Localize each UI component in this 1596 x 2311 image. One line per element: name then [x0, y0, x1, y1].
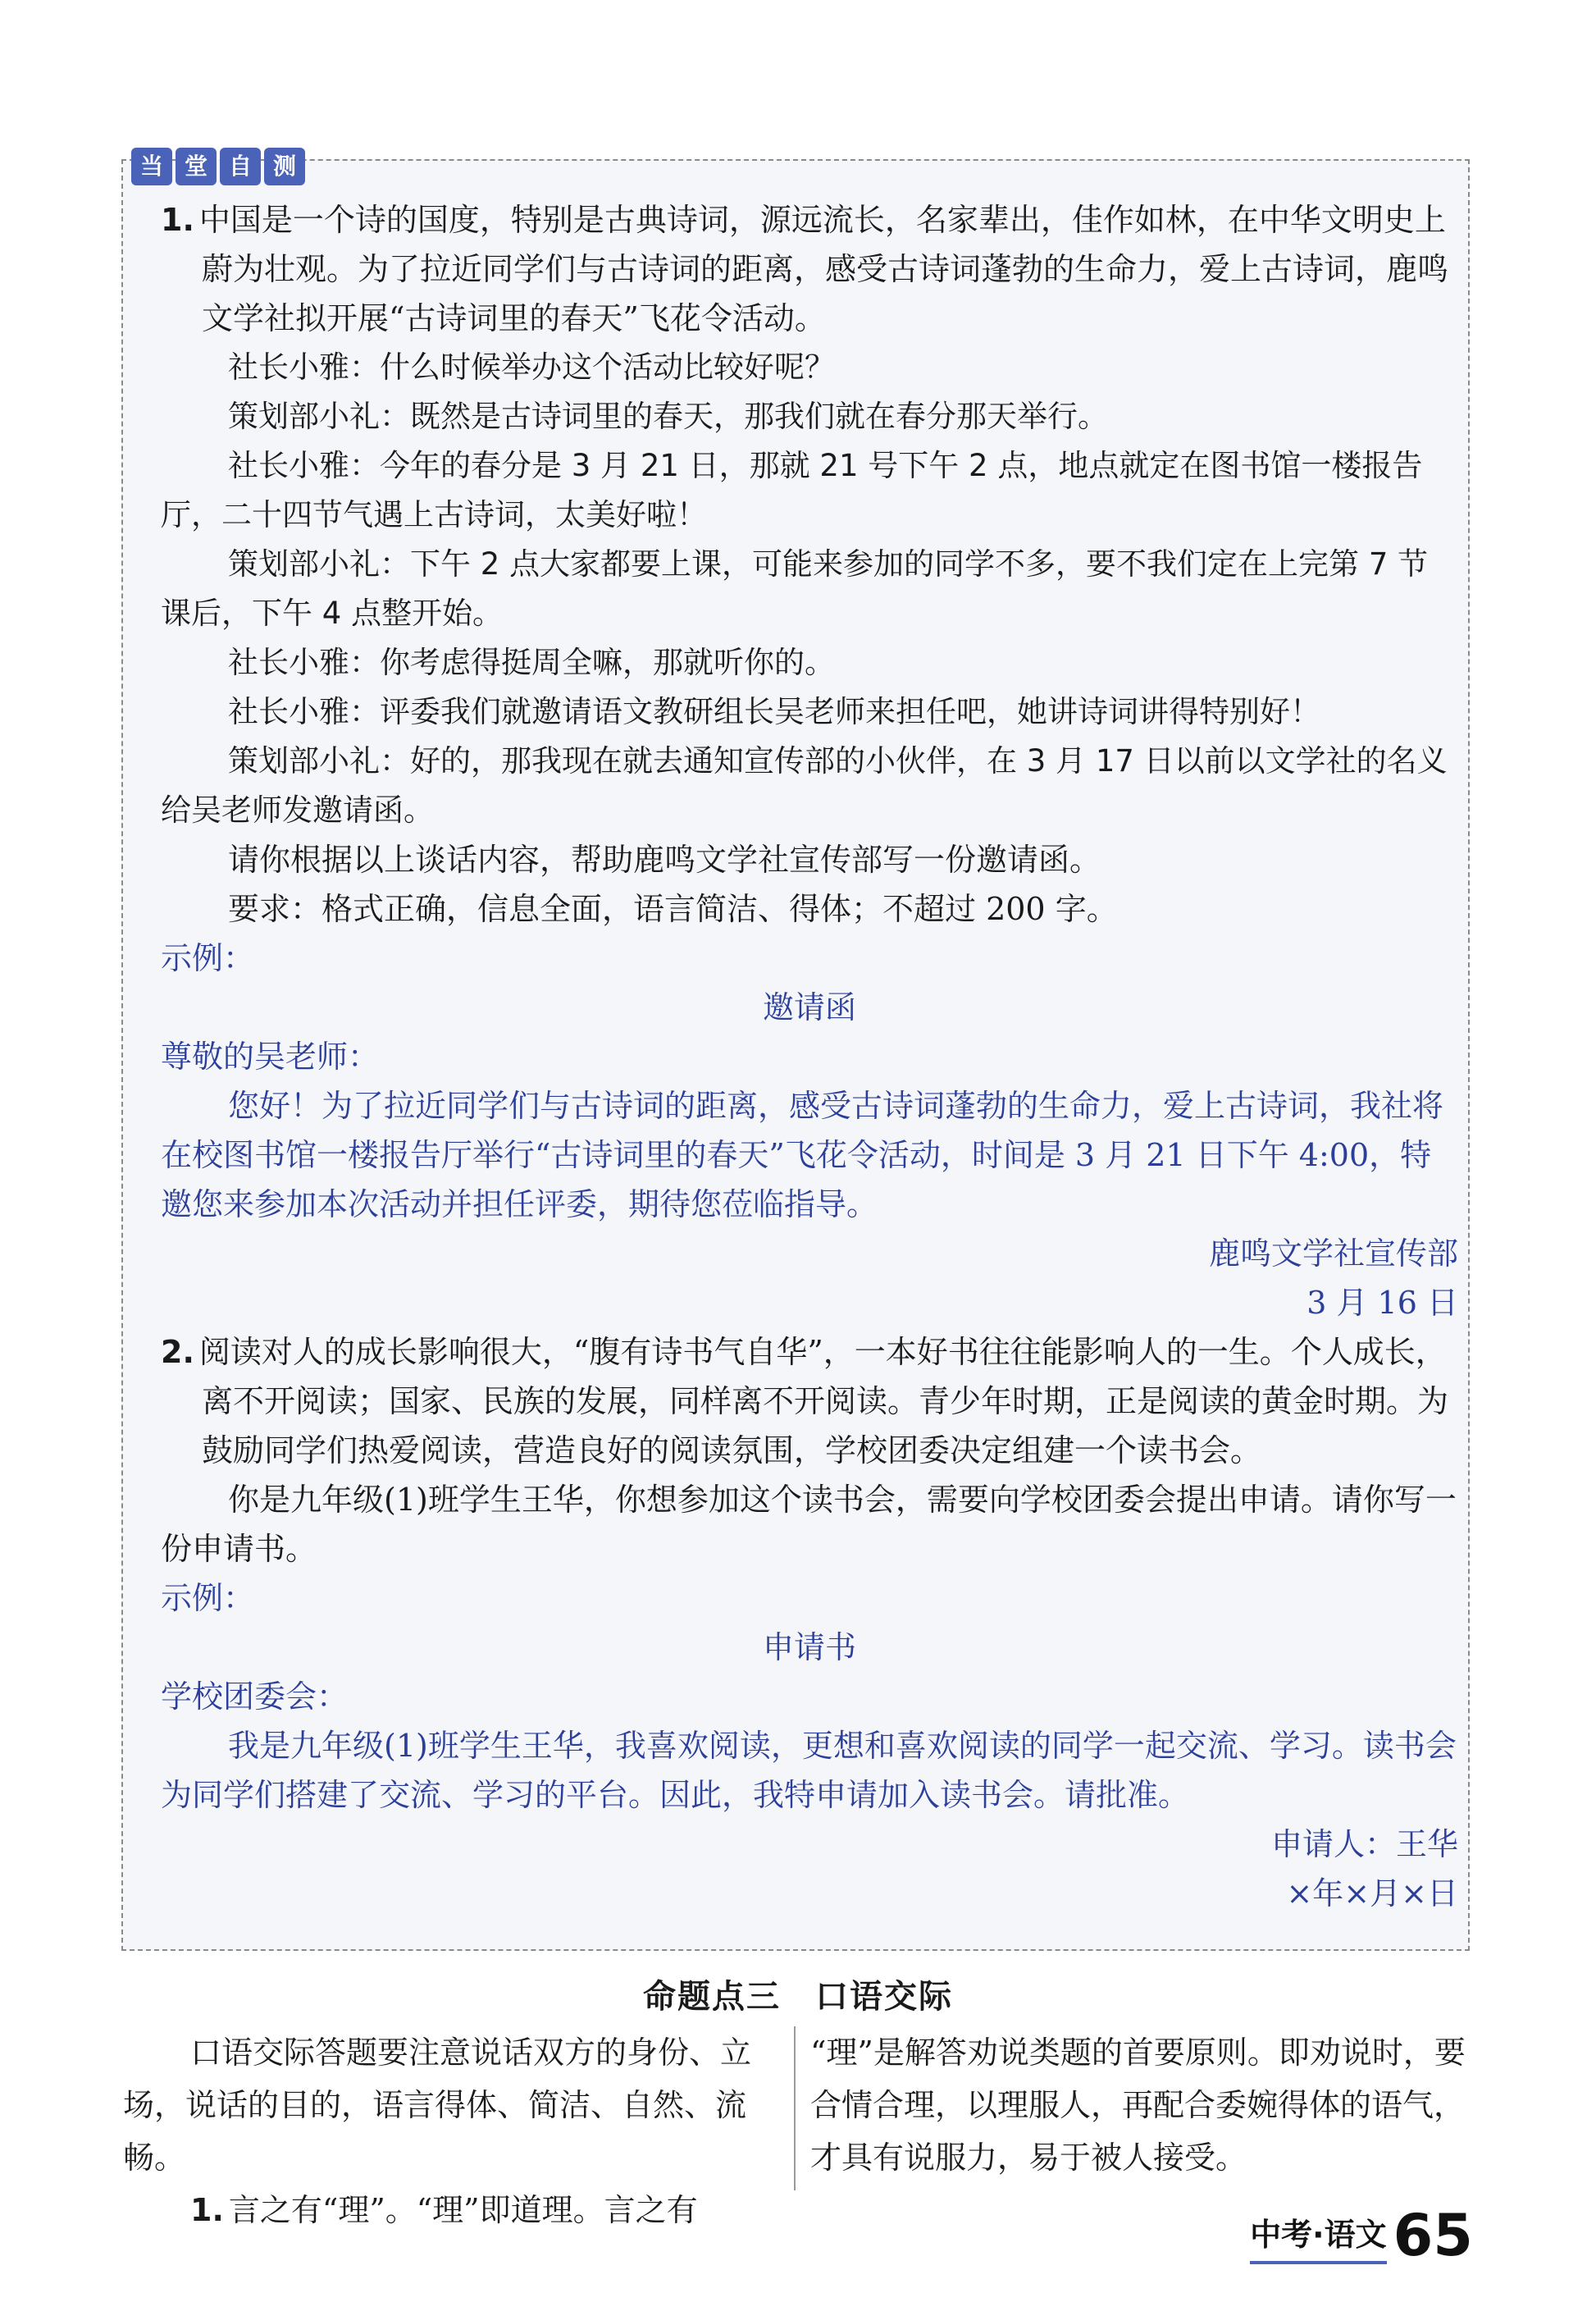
dialogue-line: 社长小雅：什么时候举办这个活动比较好呢？	[228, 349, 835, 385]
q1-requirement: 要求：格式正确，信息全面，语言简洁、得体；不超过 200 字。	[228, 891, 1118, 927]
q1-number: 1.	[161, 202, 194, 238]
section-title: 命题点三 口语交际	[643, 1978, 953, 2016]
q2-example-label: 示例：	[161, 1580, 255, 1616]
q1-intro-text: 中国是一个诗的国度，特别是古典诗词，源远流长，名家辈出，佳作如林，在中华文明史上蔚为壮观。为了拉近同学们与古诗词的距离，感受古诗词蓬勃的生命力，爱上古诗词，鹿鸣文学社拟开展“古诗词里的春天”飞花令活动。	[198, 202, 1449, 336]
left-item-number: 1.	[190, 2192, 224, 2228]
q2-answer-salutation: 学校团委会：	[161, 1678, 349, 1715]
questions	[161, 195, 1458, 1918]
q2-answer-body: 我是九年级(1)班学生王华，我喜欢阅读，更想和喜欢阅读的同学一起交流、学习。读书会为同学们搭建了交流、学习的平台。因此，我特申请加入读书会。请批准。	[161, 1728, 1457, 1813]
q1-answer-salutation: 尊敬的吴老师：	[161, 1039, 380, 1075]
q1-answer-date: 3 月 16 日	[1306, 1285, 1458, 1321]
left-item	[123, 2184, 776, 2236]
section-tag-char: 测	[264, 148, 305, 185]
footer-label: 中考·语文	[1250, 2209, 1386, 2264]
left-para: 口语交际答题要注意说话双方的身份、立场，说话的目的，语言得体、简洁、自然、流畅。	[123, 2035, 752, 2176]
page-footer	[1250, 2202, 1473, 2269]
q1-answer-title: 邀请函	[762, 989, 856, 1025]
section-tag-char: 当	[131, 148, 172, 185]
q2-answer-date: ×年×月×日	[1286, 1875, 1458, 1911]
dialogue-line: 社长小雅：你考虑得挺周全嘛，那就听你的。	[228, 645, 835, 680]
column-divider	[794, 2026, 796, 2190]
right-para: “理”是解答劝说类题的首要原则。即劝说时，要合情合理，以理服人，再配合委婉得体的语气，才具有说服力，易于被人接受。	[810, 2035, 1466, 2176]
dialogue-line: 策划部小礼：下午 2 点大家都要上课，可能来参加的同学不多，要不我们定在上完第 7 节课后，下午 4 点整开始。	[161, 546, 1429, 631]
section-tag-char: 堂	[176, 148, 217, 185]
q2-answer-title: 申请书	[762, 1629, 856, 1665]
q1-answer-body: 您好！为了拉近同学们与古诗词的距离，感受古诗词蓬勃的生命力，爱上古诗词，我社将在校图书馆一楼报告厅举行“古诗词里的春天”飞花令活动，时间是 3 月 21 日下午 4:00，特邀您来参加本次活动并担任评委，期待您莅临指导。	[161, 1088, 1444, 1222]
dialogue-line: 策划部小礼：既然是古诗词里的春天，那我们就在春分那天举行。	[228, 399, 1108, 434]
q2-answer-signature: 申请人：王华	[1270, 1826, 1458, 1862]
section-tag	[131, 148, 305, 185]
q2-number: 2.	[161, 1334, 194, 1370]
q1-answer-signature: 鹿鸣文学社宣传部	[1208, 1235, 1458, 1272]
q1-task: 请你根据以上谈话内容，帮助鹿鸣文学社宣传部写一份邀请函。	[228, 842, 1101, 878]
dialogue-line: 社长小雅：今年的春分是 3 月 21 日，那就 21 号下午 2 点，地点就定在图书馆一楼报告厅，二十四节气遇上古诗词，太美好啦！	[161, 448, 1423, 532]
q1-example-label: 示例：	[161, 940, 255, 976]
page-number: 65	[1393, 2202, 1473, 2269]
section-tag-char: 自	[220, 148, 261, 185]
q2-intro-text: 阅读对人的成长影响很大，“腹有诗书气自华”，一本好书往往能影响人的一生。个人成长，离不开阅读；国家、民族的发展，同样离不开阅读。青少年时期，正是阅读的黄金时期。为鼓励同学们热爱阅读，营造良好的阅读氛围，学校团委决定组建一个读书会。	[198, 1334, 1449, 1468]
left-item-text: 言之有“理”。“理”即道理。言之有	[228, 2192, 698, 2228]
dialogue-line: 策划部小礼：好的，那我现在就去通知宣传部的小伙伴，在 3 月 17 日以前以文学社的名义给吴老师发邀请函。	[161, 743, 1448, 828]
q1-intro	[161, 195, 1458, 343]
q2-task: 你是九年级(1)班学生王华，你想参加这个读书会，需要向学校团委会提出申请。请你写一份申请书。	[161, 1482, 1457, 1567]
dialogue-line: 社长小雅：评委我们就邀请语文教研组长吴老师来担任吧，她讲诗词讲得特别好！	[228, 694, 1320, 729]
q2-intro	[161, 1327, 1458, 1475]
right-column	[810, 2026, 1466, 2184]
left-column	[123, 2026, 776, 2236]
